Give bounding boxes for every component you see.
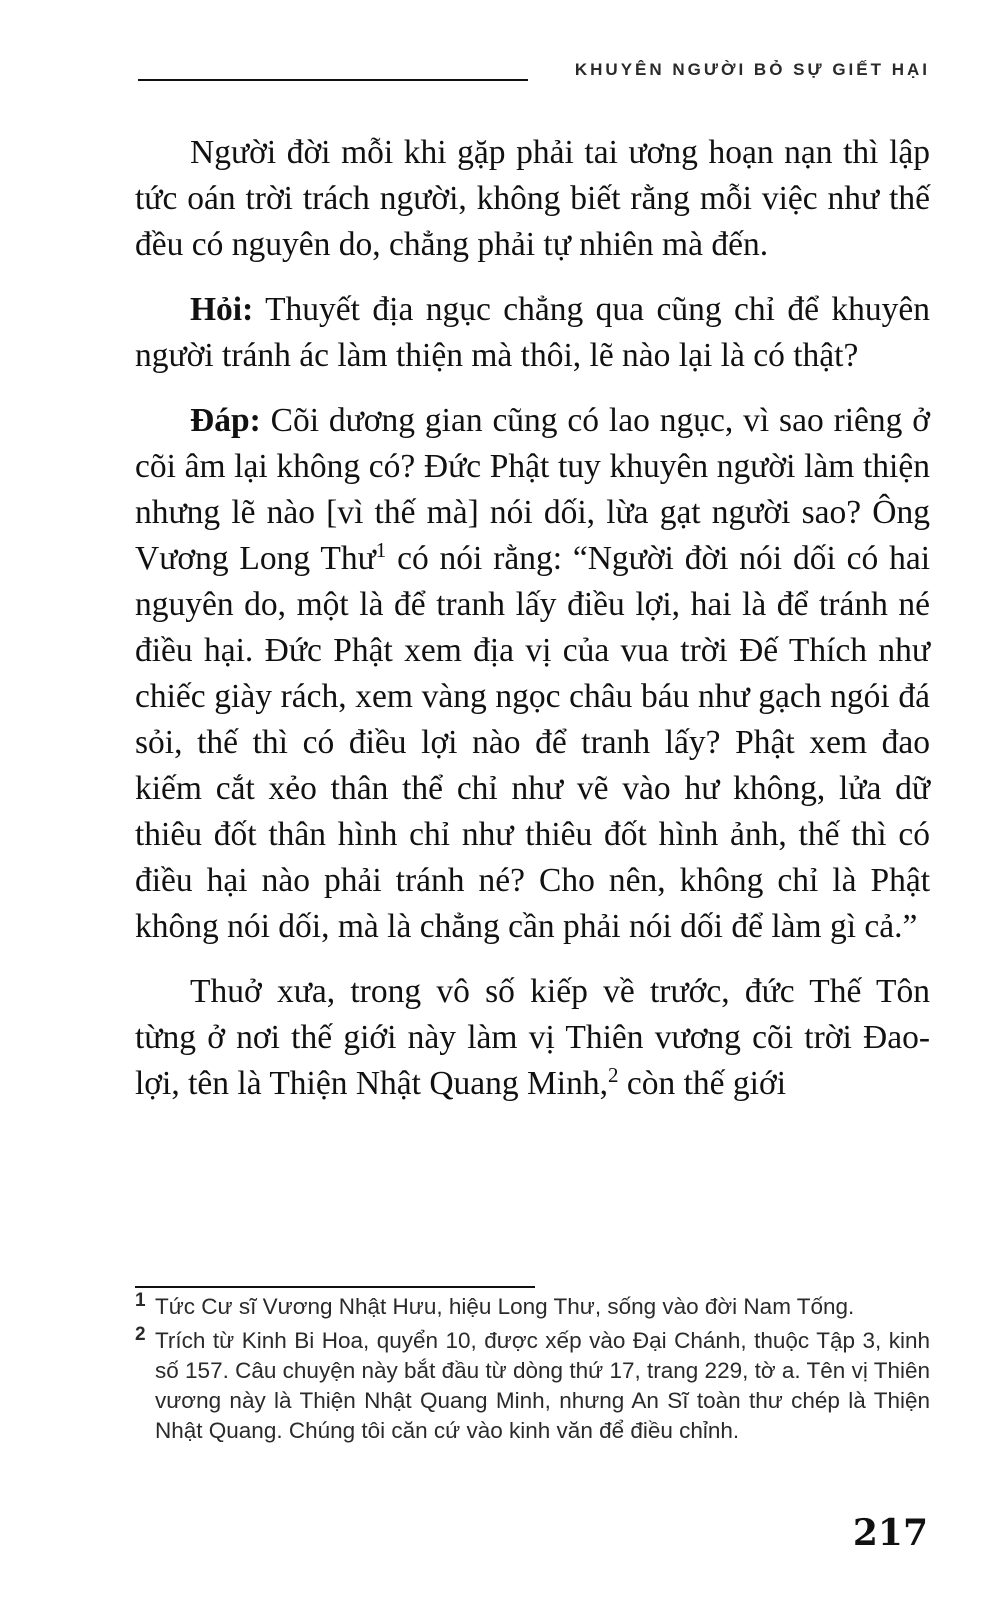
answer-label: Đáp: (190, 402, 261, 439)
footnote-ref-1[interactable]: 1 (375, 538, 387, 562)
question-text: Thuyết địa ngục chẳng qua cũng chỉ để khuyên người tránh ác làm thiện mà thôi, lẽ nào lại là có thật? (135, 291, 930, 374)
answer-text-a: Cõi dương gian cũng có lao ngục, vì sao riêng ở cõi âm lại không có? Đức Phật tuy khuyên người làm thiện nhưng lẽ nào [vì thế mà] nói dối, lừa gạt người sao? Ông Vương Long Thư (135, 402, 930, 577)
footnote-1-marker: 1 (135, 1290, 146, 1311)
paragraph-4 (135, 969, 930, 1107)
footnote-rule (135, 1286, 535, 1288)
paragraph-1 (135, 130, 930, 268)
footnote-ref-2[interactable]: 2 (608, 1063, 619, 1087)
paragraph-1-text: Người đời mỗi khi gặp phải tai ương hoạn nạn thì lập tức oán trời trách người, không biết rằng mỗi việc như thế đều có nguyên do, chẳng phải tự nhiên mà đến. (135, 134, 930, 263)
body-text (135, 130, 930, 1126)
page-number: 217 (852, 1512, 928, 1554)
header-title: KHUYÊN NGƯỜI BỎ SỰ GIẾT HẠI (574, 60, 930, 79)
footnote-1-text: Tức Cư sĩ Vương Nhật Hưu, hiệu Long Thư, sống vào đời Nam Tống. (155, 1294, 855, 1319)
footnote-1 (135, 1292, 930, 1322)
footnote-2-marker: 2 (135, 1324, 146, 1345)
answer-text-b: có nói rằng: “Người đời nói dối có hai nguyên do, một là để tranh lấy điều lợi, hai là để tránh né điều hại. Đức Phật xem địa vị của vua trời Đế Thích như chiếc giày rách, xem vàng ngọc châu báu như gạch ngói đá sỏi, thế thì có điều lợi nào để tranh lấy? Phật xem đao kiếm cắt xẻo thân thể chỉ như vẽ vào hư không, lửa dữ thiêu đốt thân hình chỉ như thiêu đốt hình ảnh, thế thì có điều hại nào phải tránh né? Cho nên, không chỉ là Phật không nói dối, mà là chẳng cần phải nói dối để làm gì cả.” (135, 540, 930, 945)
running-header (138, 56, 930, 86)
footnote-2-text: Trích từ Kinh Bi Hoa, quyển 10, được xếp vào Đại Chánh, thuộc Tập 3, kinh số 157. Câu chuyện này bắt đầu từ dòng thứ 17, trang 229, tờ a. Tên vị Thiên vương này là Thiện Nhật Quang Minh, nhưng An Sĩ toàn thư chép là Thiện Nhật Quang. Chúng tôi căn cứ vào kinh văn để điều chỉnh. (155, 1328, 930, 1443)
paragraph-answer (135, 398, 930, 950)
question-label: Hỏi: (190, 291, 254, 328)
paragraph-question (135, 287, 930, 379)
paragraph-4-text-a: Thuở xưa, trong vô số kiếp về trước, đức Thế Tôn từng ở nơi thế giới này làm vị Thiên vương cõi trời Đao-lợi, tên là Thiện Nhật Quang Minh, (135, 973, 930, 1102)
header-rule (138, 79, 528, 81)
footnote-2 (135, 1326, 930, 1446)
paragraph-4-text-b: còn thế giới (618, 1065, 786, 1102)
footnotes (135, 1292, 930, 1450)
